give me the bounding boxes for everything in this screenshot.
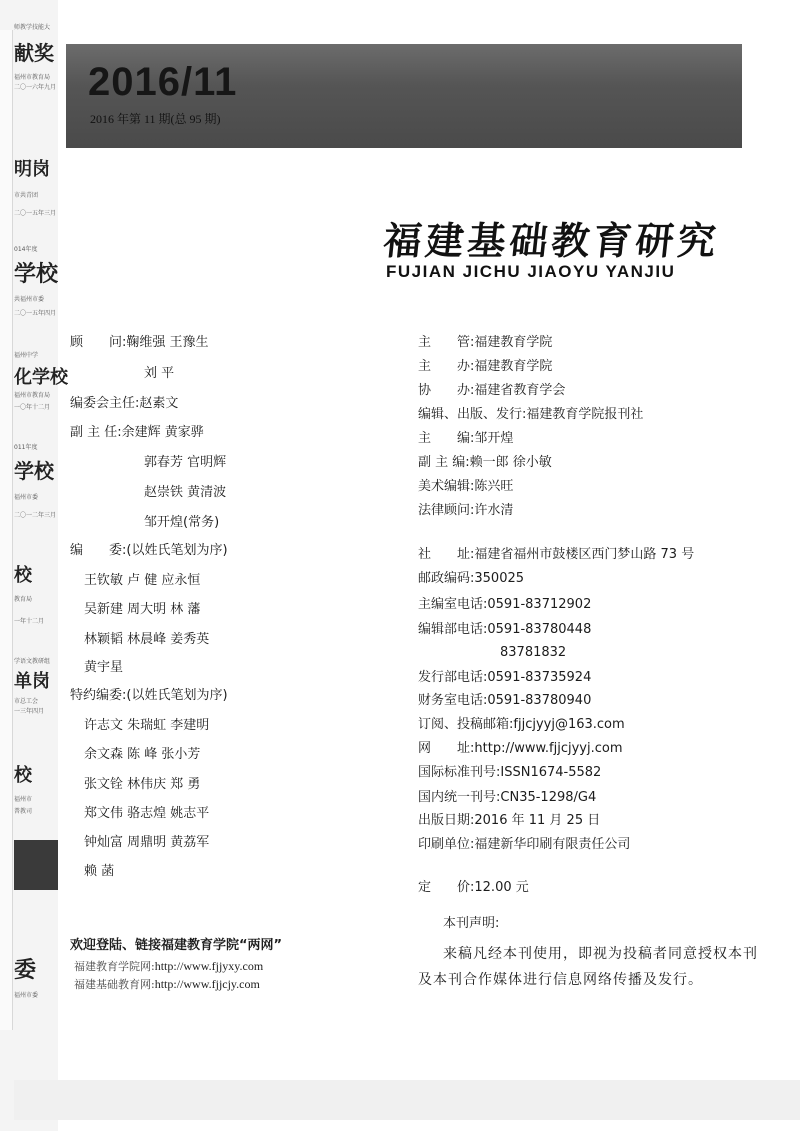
spine-text: 化学校 — [14, 367, 68, 388]
left_column-row — [144, 366, 174, 382]
right_column-value: http://www.fjjcjyyj.com — [474, 741, 623, 756]
right_column-label: 邮政编码: — [418, 571, 475, 586]
spine-text: 明岗 — [14, 159, 50, 180]
right_column-label: 出版日期: — [418, 813, 475, 828]
left_column-value: 刘 平 — [144, 366, 175, 381]
spine-text: 单岗 — [14, 671, 50, 692]
right_column-row — [418, 622, 591, 638]
right_column-row — [418, 479, 513, 495]
spine-text: 学校 — [14, 459, 54, 483]
right_column-value: 2016 年 11 月 25 日 — [474, 813, 601, 828]
right_column-value: 福建教育学院 — [474, 335, 553, 350]
issue-number: 2016/11 — [88, 60, 238, 104]
right_column-row — [418, 741, 623, 757]
right_column-value: 陈兴旺 — [474, 479, 514, 494]
right_column-label: 国际标准刊号: — [418, 765, 501, 780]
right_column-row — [418, 717, 625, 733]
left_column-value: (以姓氏笔划为序) — [126, 688, 228, 703]
right_column-value: 0591-83780448 — [487, 622, 592, 637]
right_column-label: 编辑、出版、发行: — [418, 407, 527, 422]
right_column-label: 印刷单位: — [418, 837, 475, 852]
right_column-row — [418, 455, 552, 471]
left_column-row — [70, 688, 228, 704]
left_column-value: 张文铨 林伟庆 郑 勇 — [84, 777, 201, 792]
footer-link-2-url[interactable]: http://www.fjjcjy.com — [154, 977, 260, 991]
left_column-label: 编委会主任: — [70, 396, 140, 411]
right_column-value: CN35-1298/G4 — [500, 790, 597, 805]
spine-text: 一年十二月 — [14, 618, 45, 625]
right_column-label: 订阅、投稿邮箱: — [418, 717, 514, 732]
right_column-row — [418, 547, 694, 563]
right_column-row — [418, 837, 630, 853]
spine-text: 校 — [14, 565, 32, 586]
right_column-label: 法律顾问: — [418, 503, 475, 518]
right_column-row — [418, 765, 601, 781]
right_column-value: 福建教育学院 — [474, 359, 553, 374]
left_column-value: 赖 菡 — [84, 864, 115, 879]
left_column-row — [70, 396, 178, 412]
left_column-value: 林颖韬 林晨峰 姜秀英 — [84, 632, 210, 647]
spine-text: 校 — [14, 765, 32, 786]
right_column-label: 网 址: — [418, 741, 475, 756]
right_column-value: fjjcjyyj@163.com — [513, 717, 625, 732]
spine-text: 委 — [14, 957, 37, 983]
spine-text: 福州中学 — [14, 352, 39, 359]
left_column-row — [70, 543, 228, 559]
left_column-label: 特约编委: — [70, 688, 127, 703]
right_column-row — [418, 431, 513, 447]
footer-title: 欢迎登陆、链接福建教育学院“两网” — [70, 938, 283, 953]
right_column-label: 协 办: — [418, 383, 475, 398]
left_column-row — [144, 485, 226, 501]
spine-text: 一〇年十二月 — [14, 404, 51, 411]
left_column-row — [84, 777, 200, 793]
right_column-label: 美术编辑: — [418, 479, 475, 494]
left_column-value: 鞠维强 王豫生 — [126, 335, 209, 350]
spine-text: 学语文教研组 — [14, 658, 51, 665]
issue-detail: 2016 年第 11 期(总 95 期) — [90, 112, 221, 126]
left_column-value: (以姓氏笔划为序) — [126, 543, 228, 558]
right_column-row — [500, 645, 566, 661]
left_column-value: 黄宇星 — [84, 660, 124, 675]
notice-line-2: 及本刊合作媒体进行信息网络传播及发行。 — [418, 972, 703, 988]
spine-text: 福州市 — [14, 796, 33, 803]
right_column-label: 主编室电话: — [418, 597, 488, 612]
right_column-row — [418, 383, 565, 399]
left_column-row — [70, 335, 209, 351]
spine-text: 福州市委 — [14, 494, 39, 501]
right_column-label: 国内统一刊号: — [418, 790, 501, 805]
right_column-row — [418, 670, 591, 686]
right_column-row — [418, 693, 591, 709]
left_column-label: 顾 问: — [70, 335, 127, 350]
right_column-row — [418, 359, 552, 375]
left_column-value: 赵崇铁 黄清波 — [144, 485, 227, 500]
right_column-row — [418, 880, 529, 896]
left_column-row — [84, 864, 114, 880]
right_column-row — [418, 571, 524, 587]
left_column-row — [84, 806, 209, 822]
right_column-value: 赖一郎 徐小敏 — [469, 455, 552, 470]
spine-text: 教育局 — [14, 596, 33, 603]
right_column-label: 编辑部电话: — [418, 622, 488, 637]
right_column-label: 主 办: — [418, 359, 475, 374]
footer-link-2[interactable] — [74, 976, 260, 993]
left_column-row — [144, 515, 219, 531]
left_column-row — [84, 835, 209, 851]
spine-text: 014年度 — [14, 246, 38, 253]
left_column-row — [144, 455, 226, 471]
spine-dark-panel — [14, 840, 58, 890]
left_column-value: 吴新建 周大明 林 藩 — [84, 602, 201, 617]
journal-title-en: FUJIAN JICHU JIAOYU YANJIU — [386, 262, 676, 281]
spine-text: 学校 — [14, 261, 59, 287]
left_column-label: 编 委: — [70, 543, 127, 558]
left_column-row — [70, 425, 204, 441]
left_column-row — [84, 632, 209, 648]
spine-text: 一三年四月 — [14, 708, 45, 715]
right_column-value: 许水清 — [474, 503, 514, 518]
spine-text: 福州市教育局 — [14, 74, 51, 81]
spine-text: 献奖 — [14, 41, 54, 65]
spine-text: 二〇一六年九月 — [14, 84, 57, 91]
right_column-label: 发行部电话: — [418, 670, 488, 685]
footer-link-2-label: 福建基础教育网: — [74, 978, 155, 991]
left_column-value: 余建辉 黄家骅 — [121, 425, 204, 440]
spine-text: 福州市教育局 — [14, 392, 51, 399]
left_column-value: 许志文 朱瑞虹 李建明 — [84, 718, 210, 733]
left_column-value: 钟灿富 周鼎明 黄荔军 — [84, 835, 210, 850]
spine-text: 师教学技能大 — [14, 24, 51, 31]
right_column-label: 主 管: — [418, 335, 475, 350]
right_column-value: ISSN1674-5582 — [500, 765, 602, 780]
footer-link-1-url[interactable]: http://www.fjjyxy.com — [154, 959, 264, 973]
right_column-value: 12.00 元 — [474, 880, 529, 895]
spine-text: 二〇一五年三月 — [14, 210, 57, 217]
right_column-value: 邹开煌 — [474, 431, 514, 446]
right_column-label: 定 价: — [418, 880, 475, 895]
right_column-value: 350025 — [474, 571, 525, 586]
spine-text: 普教司 — [14, 808, 33, 815]
notice-line-1: 来稿凡经本刊使用，即视为投稿者同意授权本刊 — [443, 946, 758, 962]
right_column-value: 福建教育学院报刊社 — [526, 407, 644, 422]
spine-text: 二〇一五年四月 — [14, 310, 57, 317]
spine-text: 共福州市委 — [14, 296, 45, 303]
right_column-value: 福建新华印刷有限责任公司 — [474, 837, 631, 852]
left_column-label: 副 主 任: — [70, 425, 122, 440]
left_column-value: 邹开煌(常务) — [144, 515, 220, 530]
right_column-label: 社 址: — [418, 547, 475, 562]
right_column-value: 福建省教育学会 — [474, 383, 566, 398]
left_column-row — [84, 747, 200, 763]
right_column-label: 财务室电话: — [418, 693, 488, 708]
left_column-value: 余文森 陈 峰 张小芳 — [84, 747, 201, 762]
right_column-row — [418, 335, 552, 351]
spine-text: 二〇一二年三月 — [14, 512, 57, 519]
spine-edge — [0, 30, 13, 1030]
right_column-row — [418, 790, 596, 806]
left_column-value: 赵素文 — [139, 396, 179, 411]
right_column-value: 83781832 — [500, 645, 567, 660]
spine-text: 011年度 — [14, 444, 38, 451]
footer-link-1[interactable] — [74, 958, 263, 975]
journal-title-cn: 福建基础教育研究 — [381, 218, 723, 263]
notice-heading: 本刊声明: — [443, 916, 500, 931]
right_column-row — [418, 813, 600, 829]
footer-strip — [14, 1080, 800, 1120]
right_column-value: 0591-83735924 — [487, 670, 592, 685]
left_column-row — [84, 718, 209, 734]
left_column-value: 郭春芳 官明辉 — [144, 455, 227, 470]
spine-text: 市共青团 — [14, 192, 39, 199]
left_column-row — [84, 573, 200, 589]
left_column-row — [84, 602, 200, 618]
left_column-value: 王钦敏 卢 健 应永恒 — [84, 573, 201, 588]
left_column-row — [84, 660, 123, 676]
spine-text: 市总工会 — [14, 698, 39, 705]
right_column-label: 副 主 编: — [418, 455, 470, 470]
right_column-value: 0591-83712902 — [487, 597, 592, 612]
right_column-value: 福建省福州市鼓楼区西门梦山路 73 号 — [474, 547, 695, 562]
left_column-value: 郑文伟 骆志煌 姚志平 — [84, 806, 210, 821]
right_column-row — [418, 597, 591, 613]
footer-link-1-label: 福建教育学院网: — [74, 960, 155, 973]
spine-strip — [0, 0, 68, 1131]
right_column-label: 主 编: — [418, 431, 475, 446]
spine-text: 福州市委 — [14, 992, 39, 999]
right_column-row — [418, 407, 643, 423]
right_column-value: 0591-83780940 — [487, 693, 592, 708]
right_column-row — [418, 503, 513, 519]
